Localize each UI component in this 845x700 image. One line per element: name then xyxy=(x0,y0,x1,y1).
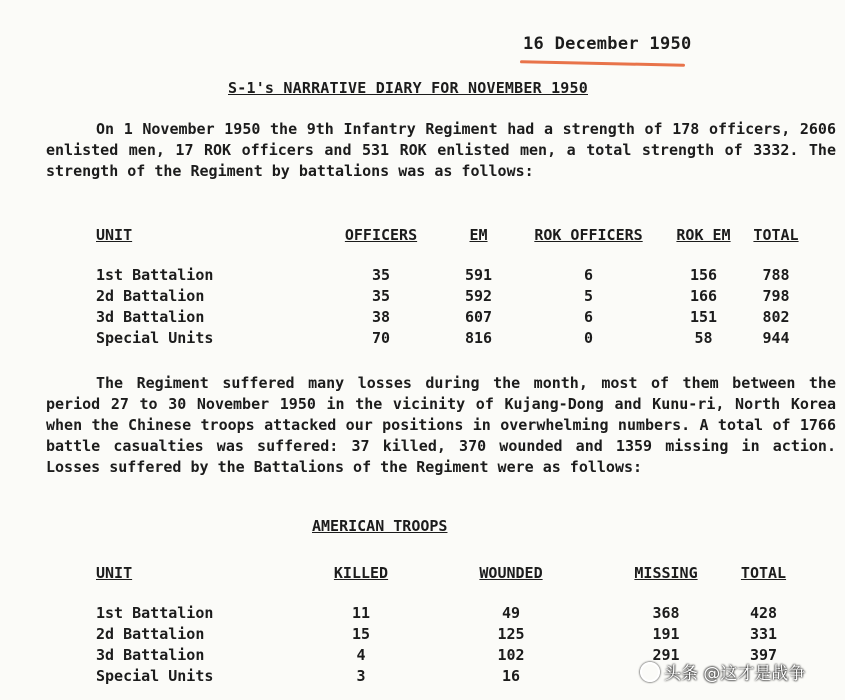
total-cell: 428 xyxy=(749,604,778,622)
officers-cell: 35 xyxy=(371,266,391,284)
em-cell: 607 xyxy=(464,308,493,326)
em-cell: 591 xyxy=(464,266,493,284)
rok-em-cell: 156 xyxy=(689,266,718,284)
unit-cell: 2d Battalion xyxy=(96,287,205,305)
unit-cell: Special Units xyxy=(96,329,214,347)
rok-em-cell: 151 xyxy=(689,308,718,326)
unit-cell: 3d Battalion xyxy=(96,646,205,664)
wounded-cell: 125 xyxy=(497,625,525,643)
header-em: EM xyxy=(469,226,488,244)
wounded-cell: 102 xyxy=(497,646,525,664)
officers-cell: 35 xyxy=(371,287,391,305)
unit-cell: 2d Battalion xyxy=(96,625,205,643)
total-cell: 798 xyxy=(762,287,790,305)
header-wounded: WOUNDED xyxy=(479,564,543,582)
strength-table xyxy=(96,225,806,349)
total-cell: 788 xyxy=(762,266,790,284)
document-title: S-1's NARRATIVE DIARY FOR NOVEMBER 1950 xyxy=(228,79,588,97)
killed-cell: 15 xyxy=(351,625,371,643)
missing-cell: 368 xyxy=(652,604,680,622)
header-killed: KILLED xyxy=(333,564,389,582)
watermark-text: 头条 @这才是战争 xyxy=(664,664,806,684)
wounded-cell: 16 xyxy=(501,667,521,685)
officers-cell: 70 xyxy=(371,329,391,347)
table-row xyxy=(96,624,806,645)
total-cell: 802 xyxy=(762,308,790,326)
watermark-logo-icon xyxy=(640,662,660,682)
header-unit: UNIT xyxy=(96,226,133,244)
rok-em-cell: 166 xyxy=(689,287,718,305)
unit-cell: 1st Battalion xyxy=(96,604,214,622)
killed-cell: 4 xyxy=(356,646,366,664)
rok-officers-cell: 6 xyxy=(583,266,594,284)
officers-cell: 38 xyxy=(371,308,391,326)
killed-cell: 3 xyxy=(356,667,366,685)
table-row xyxy=(96,286,806,307)
header-total: TOTAL xyxy=(740,564,787,582)
paragraph-losses xyxy=(46,373,836,478)
header-total: TOTAL xyxy=(753,226,799,244)
rok-officers-cell: 6 xyxy=(583,308,594,326)
missing-cell: 291 xyxy=(652,646,680,664)
killed-cell: 11 xyxy=(351,604,371,622)
unit-cell: Special Units xyxy=(96,667,214,685)
unit-cell: 1st Battalion xyxy=(96,266,214,284)
header-missing: MISSING xyxy=(634,564,698,582)
missing-cell: 191 xyxy=(652,625,680,643)
table-row xyxy=(96,265,806,286)
wounded-cell: 49 xyxy=(501,604,521,622)
section-subtitle: AMERICAN TROOPS xyxy=(312,517,448,535)
total-cell: 331 xyxy=(749,625,778,643)
table-row xyxy=(96,307,806,328)
em-cell: 592 xyxy=(464,287,493,305)
header-officers: OFFICERS xyxy=(344,226,418,244)
total-cell: 944 xyxy=(762,329,790,347)
em-cell: 816 xyxy=(464,329,493,347)
watermark xyxy=(640,659,805,684)
unit-cell: 3d Battalion xyxy=(96,308,205,326)
table-row xyxy=(96,603,806,624)
rok-officers-cell: 0 xyxy=(583,329,594,347)
table-row xyxy=(96,328,806,349)
paragraph-strength xyxy=(46,119,836,182)
strength-table-header xyxy=(96,225,806,255)
date-highlight-underline xyxy=(520,60,685,66)
header-rok-officers: ROK OFFICERS xyxy=(534,226,643,244)
paragraph-losses-text: The Regiment suffered many losses during the month, most of them between the period 27 to 30 November 1950 in the vicinity of Kujang-Dong and Kunu-ri, North Korea when the Chinese troops attacked our positions in overwhelming numbers. A total of 1766 battle casualties was suffered: 37 killed, 370 wounded and 1359 missing in action. Losses suffered by the Battalions of the Regiment were as follows: xyxy=(46,374,836,476)
rok-officers-cell: 5 xyxy=(583,287,594,305)
document-date: 16 December 1950 xyxy=(523,34,692,54)
losses-table-header xyxy=(96,563,806,593)
total-cell: 397 xyxy=(749,646,778,664)
rok-em-cell: 58 xyxy=(694,329,713,347)
paragraph-strength-text: On 1 November 1950 the 9th Infantry Regiment had a strength of 178 officers, 2606 enlisted men, 17 ROK officers and 531 ROK enlisted men, a total strength of 3332. The strength of the Regiment by battalions was as follows: xyxy=(46,120,836,180)
header-unit: UNIT xyxy=(96,564,133,582)
header-rok-em: ROK EM xyxy=(676,226,731,244)
